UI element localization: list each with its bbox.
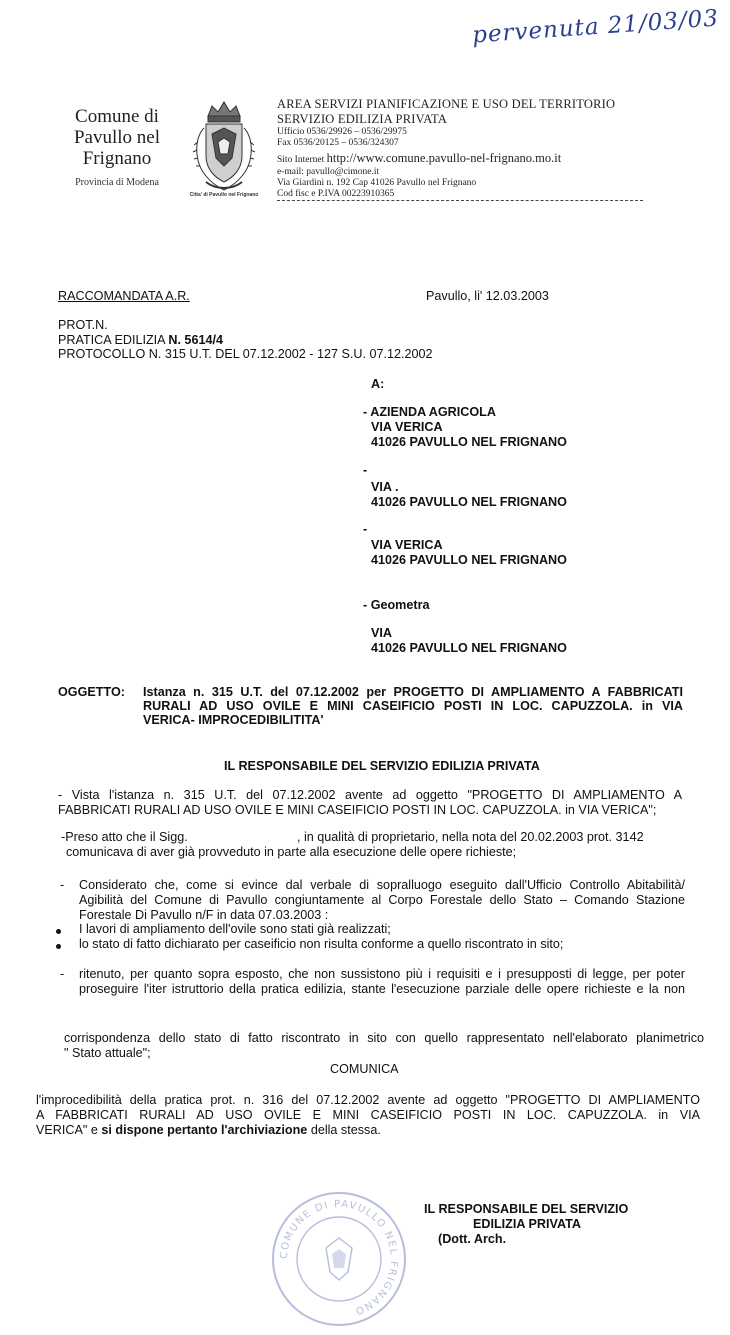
website-label: Sito Internet	[277, 155, 327, 165]
ritenuto-dash: -	[60, 967, 65, 981]
improcedibilita-line-3a: VERICA" e	[36, 1123, 102, 1137]
pratica-number: N. 5614/4	[168, 333, 223, 347]
bullet-dot-2	[56, 944, 61, 949]
preso-line-2: comunicava di aver già provveduto in parte alla esecuzione delle opere richieste;	[66, 845, 517, 859]
considerato-line-2: Agibilità del Comune di Pavullo congiuntamente al Corpo Forestale dello Stato – Comando Stazione	[79, 893, 685, 907]
recipient-2-city: 41026 PAVULLO NEL FRIGNANO	[371, 495, 567, 509]
tax-code: Cod fisc e P.IVA 00223910365	[277, 189, 395, 199]
place-date: Pavullo, li' 12.03.2003	[426, 289, 549, 303]
email-address: e-mail: pavullo@cimone.it	[277, 167, 380, 177]
office-address: Via Giardini n. 192 Cap 41026 Pavullo nel Frignano	[277, 178, 477, 188]
recipient-1-street: VIA VERICA	[371, 420, 443, 434]
recipients-label: A:	[371, 377, 385, 391]
fax-number: Fax 0536/20125 – 0536/324307	[277, 138, 399, 148]
considerato-line-3: Forestale Di Pavullo n/F in data 07.03.2003 :	[79, 908, 329, 922]
oggetto-line-1: Istanza n. 315 U.T. del 07.12.2002 per PROGETTO DI AMPLIAMENTO A FABBRICATI	[143, 685, 683, 699]
vista-line-1: - Vista l'istanza n. 315 U.T. del 07.12.2002 avente ad oggetto "PROGETTO DI AMPLIAMENTO A	[58, 788, 682, 802]
area-title: AREA SERVIZI PIANIFICAZIONE E USO DEL TERRITORIO	[277, 97, 616, 111]
considerato-line-1: Considerato che, come si evince dal verbale di sopralluogo eseguito dall'Ufficio Controllo Abitabilità/	[79, 878, 685, 892]
pratica-label: PRATICA EDILIZIA	[58, 333, 169, 347]
pratica-line	[58, 333, 223, 348]
signature-line-1: IL RESPONSABILE DEL SERVIZIO	[424, 1202, 629, 1216]
comune-line-3: Frignano	[82, 148, 152, 169]
ufficio-phone: Ufficio 0536/29926 – 0536/29975	[277, 127, 407, 137]
recipient-3-street: VIA VERICA	[371, 538, 443, 552]
letterhead-divider	[277, 200, 643, 201]
considerato-dash: -	[60, 878, 65, 892]
protocollo-line: PROTOCOLLO N. 315 U.T. DEL 07.12.2002 - 127 S.U. 07.12.2002	[58, 347, 433, 361]
recipient-4-title: - Geometra	[363, 598, 430, 612]
prot-label: PROT.N.	[58, 318, 108, 332]
servizio-title: SERVIZIO EDILIZIA PRIVATA	[277, 112, 448, 126]
coat-of-arms-icon	[186, 98, 262, 202]
signature-line-2: EDILIZIA PRIVATA	[473, 1217, 581, 1231]
preso-line-1a: -Preso atto che il Sigg.	[61, 830, 188, 844]
website-url: http://www.comune.pavullo-nel-frignano.mo.it	[326, 151, 562, 165]
recipient-4-street: VIA	[371, 626, 392, 640]
raccomandata-label: RACCOMANDATA A.R.	[58, 289, 190, 303]
preso-line-1b: , in qualità di proprietario, nella nota del 20.02.2003 prot. 3142	[297, 830, 644, 844]
improcedibilita-line-2: A FABBRICATI RURALI AD USO OVILE E MINI CASEIFICIO POSTI IN LOC. CAPUZZOLA. in VIA	[36, 1108, 700, 1122]
website-line	[277, 149, 657, 167]
bullet-item-1: I lavori di ampliamento dell'ovile sono stati già realizzati;	[79, 922, 391, 936]
ritenuto-line-1: ritenuto, per quanto sopra esposto, che non sussistono più i requisiti e i presupposti di legge, per poter	[79, 967, 685, 981]
recipient-3-dash: -	[363, 522, 368, 536]
signature-line-3: (Dott. Arch.	[438, 1232, 507, 1246]
responsabile-heading: IL RESPONSABILE DEL SERVIZIO EDILIZIA PRIVATA	[224, 759, 540, 773]
considerato-paragraph	[79, 878, 685, 923]
vista-line-2: FABBRICATI RURALI AD USO OVILE E MINI CASEIFICIO POSTI IN LOC. CAPUZZOLA. in VIA VERICA";	[58, 803, 657, 817]
ritenuto-paragraph	[79, 967, 685, 997]
improcedibilita-line-1: l'improcedibilità della pratica prot. n. 316 del 07.12.2002 avente ad oggetto "PROGETTO DI AMPLIAMENTO	[36, 1093, 700, 1107]
recipient-1-city: 41026 PAVULLO NEL FRIGNANO	[371, 435, 567, 449]
office-block	[277, 97, 657, 200]
oggetto-line-2: RURALI AD USO OVILE E MINI CASEIFICIO POSTI IN LOC. CAPUZZOLA. in VIA	[143, 699, 683, 713]
preso-atto-paragraph	[61, 830, 684, 860]
recipient-2	[363, 463, 567, 510]
corrispondenza-paragraph	[64, 1031, 704, 1061]
improcedibilita-line-3	[36, 1123, 700, 1138]
stamp-ring-text: COMUNE DI PAVULLO NEL FRIGNANO	[278, 1198, 400, 1317]
ritenuto-line-2: proseguire l'iter istruttorio della pratica edilizia, stante l'esecuzione parziale delle opere richieste e la non	[79, 982, 685, 996]
bullet-item-2: lo stato di fatto dichiarato per caseificio non risulta conforme a quello riscontrato in sito;	[79, 937, 564, 951]
corrispondenza-line-2: " Stato attuale";	[64, 1046, 151, 1060]
corrispondenza-line-1: corrispondenza dello stato di fatto riscontrato in sito con quello rappresentato nell'elaborato planimetrico	[64, 1031, 704, 1045]
improcedibilita-line-3c: della stessa.	[307, 1123, 381, 1137]
signature-block	[424, 1202, 628, 1247]
recipient-2-dash: -	[363, 463, 368, 477]
vista-paragraph	[58, 788, 682, 818]
recipient-3-city: 41026 PAVULLO NEL FRIGNANO	[371, 553, 567, 567]
recipient-1-name: - AZIENDA AGRICOLA	[363, 405, 496, 419]
comune-line-1: Comune di	[75, 106, 159, 127]
oggetto-line-3: VERICA- IMPROCEDIBILITITA'	[143, 713, 324, 727]
recipient-4-city: 41026 PAVULLO NEL FRIGNANO	[371, 641, 567, 655]
oggetto-label: OGGETTO:	[58, 685, 125, 699]
handwritten-received-note: pervenuta 21/03/03	[471, 5, 720, 49]
archiviazione-bold: si dispone pertanto l'archiviazione	[101, 1123, 308, 1137]
comune-name	[58, 106, 176, 169]
crest-caption: Citta' di Pavullo nel Frignano	[189, 192, 259, 198]
comunica-heading: COMUNICA	[330, 1062, 399, 1076]
recipient-4	[363, 598, 567, 656]
comune-line-2: Pavullo nel	[73, 127, 161, 148]
recipient-1	[363, 405, 567, 450]
recipient-2-street: VIA .	[371, 480, 399, 494]
official-stamp-icon	[268, 1188, 410, 1330]
oggetto-text	[143, 685, 683, 727]
bullet-dot-1	[56, 929, 61, 934]
recipient-3	[363, 522, 567, 568]
provincia-label: Provincia di Modena	[75, 177, 159, 188]
improcedibilita-paragraph	[36, 1093, 700, 1138]
